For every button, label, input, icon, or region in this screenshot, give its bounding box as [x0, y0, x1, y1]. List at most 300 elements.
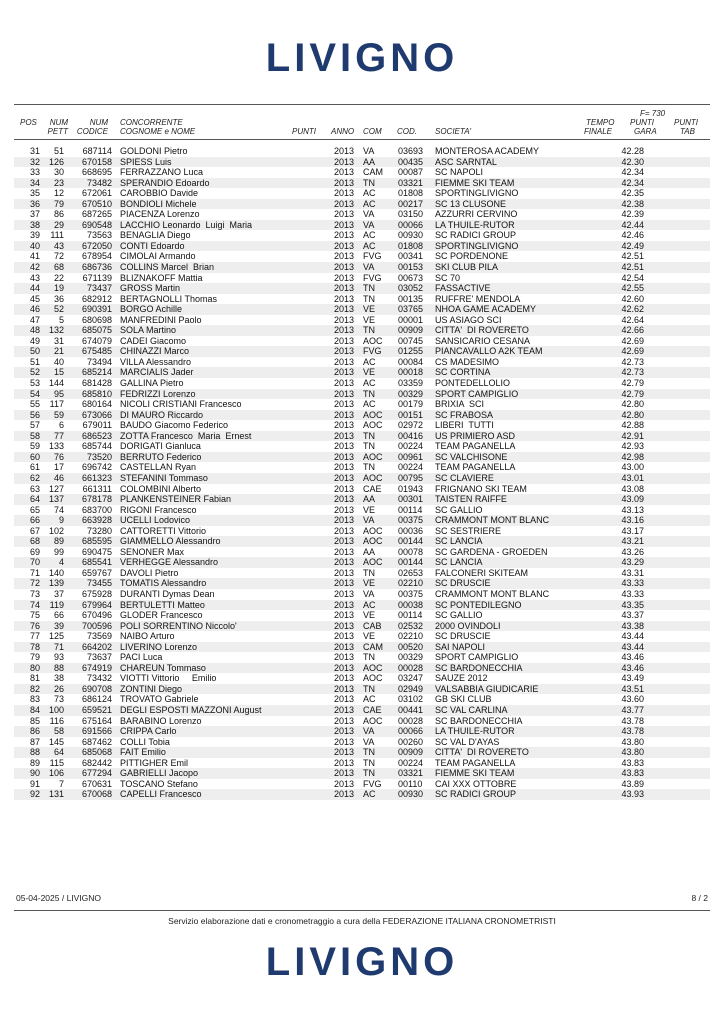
cell-pos: 45: [29, 293, 40, 304]
cell-name: LACCHIO Leonardo Luigi Maria: [120, 219, 253, 230]
cell-com: VA: [363, 515, 375, 526]
cell-cod: 00435: [398, 156, 424, 167]
cell-anno: 2013: [334, 325, 355, 336]
table-row: [14, 663, 710, 674]
cell-com: TN: [363, 388, 375, 399]
cell-anno: 2013: [334, 262, 355, 273]
cell-cod: 00087: [398, 167, 424, 178]
cell-pos: 78: [29, 641, 40, 652]
cell-pett: 127: [48, 483, 64, 494]
cell-name: TOMATIS Alessandro: [120, 578, 207, 589]
cell-anno: 2013: [334, 736, 355, 747]
cell-pos: 89: [29, 757, 40, 768]
cell-codice: 675164: [81, 715, 112, 726]
cell-pett: 29: [53, 219, 64, 230]
table-row: [14, 737, 710, 748]
cell-com: VE: [363, 504, 376, 515]
cell-anno: 2013: [334, 146, 355, 156]
cell-societa: BRIXIA SCI: [435, 399, 485, 410]
cell-com: AC: [363, 188, 376, 199]
cell-com: VE: [363, 304, 376, 315]
cell-societa: SC RADICI GROUP: [435, 789, 517, 800]
table-row: [14, 304, 710, 315]
cell-cod: 00110: [398, 778, 423, 789]
cell-com: AOC: [363, 409, 383, 420]
cell-pett: 74: [53, 504, 64, 515]
cell-name: PIACENZA Lorenzo: [120, 209, 200, 220]
cell-anno: 2013: [334, 272, 355, 283]
table-row: [14, 273, 710, 284]
cell-pos: 82: [29, 683, 40, 694]
cell-anno: 2013: [334, 515, 355, 526]
cell-anno: 2013: [334, 536, 355, 547]
table-row: [14, 199, 710, 210]
table-row: [14, 652, 710, 663]
cell-societa: SC BARDONECCHIA: [435, 715, 523, 726]
cell-com: VA: [363, 146, 375, 156]
cell-name: FERRAZZANO Luca: [120, 167, 204, 178]
cell-anno: 2013: [334, 715, 355, 726]
cell-tempo: 42.98: [621, 451, 644, 462]
cell-com: AOC: [363, 536, 383, 547]
cell-codice: 670631: [81, 778, 112, 789]
cell-pett: 9: [58, 515, 64, 526]
cell-name: DURANTI Dymas Dean: [120, 588, 215, 599]
cell-com: TN: [363, 177, 375, 188]
cell-codice: 670158: [81, 156, 112, 167]
cell-pett: 145: [48, 736, 64, 747]
cell-cod: 02210: [398, 578, 424, 589]
cell-pett: 116: [49, 715, 64, 726]
col-concorrente-1: CONCORRENTE: [120, 118, 183, 127]
cell-societa: FRIGNANO SKI TEAM: [435, 483, 527, 494]
cell-cod: 00028: [398, 662, 424, 673]
cell-name: BARABINO Lorenzo: [120, 715, 202, 726]
cell-societa: TEAM PAGANELLA: [435, 441, 516, 452]
cell-pett: 100: [48, 704, 64, 715]
cell-cod: 02949: [398, 683, 424, 694]
cell-name: COLOMBINI Alberto: [120, 483, 202, 494]
cell-anno: 2013: [334, 567, 355, 578]
table-row: [14, 188, 710, 199]
cell-codice: 73569: [86, 631, 112, 642]
cell-codice: 696742: [81, 462, 112, 473]
table-row: [14, 684, 710, 695]
cell-societa: VALSABBIA GIUDICARIE: [435, 683, 539, 694]
cell-com: AC: [363, 789, 376, 800]
cell-cod: 00224: [398, 462, 424, 473]
cell-name: MANFREDINI Paolo: [120, 314, 202, 325]
cell-anno: 2013: [334, 641, 355, 652]
cell-pett: 22: [53, 272, 64, 283]
cell-cod: 00066: [398, 726, 424, 737]
cell-societa: SC 70: [435, 272, 461, 283]
table-row: [14, 315, 710, 326]
brand-text: LIVIGNO: [265, 36, 459, 80]
cell-anno: 2013: [334, 283, 355, 294]
cell-societa: LA THUILE-RUTOR: [435, 726, 515, 737]
cell-name: CONTI Edoardo: [120, 240, 185, 251]
cell-pos: 32: [29, 156, 40, 167]
cell-com: AOC: [363, 673, 383, 684]
cell-com: VA: [363, 219, 375, 230]
table-row: [14, 568, 710, 579]
cell-name: LIVERINO Lorenzo: [120, 641, 198, 652]
col-concorrente-2: COGNOME e NOME: [120, 127, 196, 136]
cell-anno: 2013: [334, 314, 355, 325]
cell-name: PACI Luca: [120, 652, 163, 663]
cell-com: TN: [363, 430, 375, 441]
cell-tempo: 42.64: [621, 314, 644, 325]
cell-anno: 2013: [334, 198, 355, 209]
cell-cod: 00909: [398, 325, 424, 336]
cell-com: AOC: [363, 335, 383, 346]
table-row: [14, 336, 710, 347]
cell-pos: 84: [29, 704, 40, 715]
cell-name: CADEI Giacomo: [120, 335, 187, 346]
cell-com: FVG: [363, 778, 382, 789]
cell-societa: SC 13 CLUSONE: [435, 198, 507, 209]
cell-tempo: 43.80: [621, 736, 644, 747]
cell-cod: 00224: [398, 757, 424, 768]
cell-tempo: 43.16: [621, 515, 644, 526]
cell-name: STEFANINI Tommaso: [120, 472, 208, 483]
table-row: [14, 410, 710, 421]
col-punti-gara-1: PUNTI: [630, 118, 654, 127]
cell-societa: SPORTINGLIVIGNO: [435, 188, 519, 199]
f-value: F= 730: [640, 109, 666, 118]
cell-pos: 62: [29, 472, 40, 483]
cell-tempo: 43.83: [621, 768, 644, 779]
cell-name: BONDIOLI Michele: [120, 198, 197, 209]
cell-pett: 46: [53, 472, 64, 483]
cell-com: AC: [363, 399, 376, 410]
cell-societa: ASC SARNTAL: [435, 156, 497, 167]
cell-pos: 36: [29, 198, 40, 209]
cell-tempo: 43.78: [621, 715, 644, 726]
cell-name: BORGO Achille: [120, 304, 183, 315]
table-row: [14, 726, 710, 737]
cell-anno: 2013: [334, 156, 355, 167]
cell-anno: 2013: [334, 462, 355, 473]
cell-name: BLIZNAKOFF Mattia: [120, 272, 203, 283]
cell-pos: 54: [29, 388, 40, 399]
cell-societa: SC SESTRIERE: [435, 525, 502, 536]
cell-tempo: 42.79: [621, 388, 644, 399]
brand-text-bottom: LIVIGNO: [265, 940, 459, 984]
cell-name: CASTELLAN Ryan: [120, 462, 197, 473]
cell-tempo: 43.80: [621, 747, 644, 758]
cell-codice: 681428: [81, 378, 112, 389]
cell-cod: 03150: [398, 209, 424, 220]
cell-tempo: 42.38: [621, 198, 644, 209]
cell-anno: 2013: [334, 388, 355, 399]
cell-name: CRIPPA Carlo: [120, 726, 177, 737]
cell-cod: 02532: [398, 620, 424, 631]
cell-societa: SC CORTINA: [435, 367, 491, 378]
cell-pett: 88: [53, 662, 64, 673]
cell-codice: 700596: [81, 620, 112, 631]
cell-anno: 2013: [334, 768, 355, 779]
cell-cod: 00520: [398, 641, 424, 652]
cell-codice: 680698: [81, 314, 112, 325]
cell-tempo: 43.60: [621, 694, 644, 705]
cell-com: CAM: [363, 167, 383, 178]
cell-anno: 2013: [334, 472, 355, 483]
table-row: [14, 167, 710, 178]
cell-pett: 58: [53, 726, 64, 737]
cell-anno: 2013: [334, 546, 355, 557]
cell-pos: 75: [29, 610, 40, 621]
cell-codice: 663928: [81, 515, 112, 526]
cell-com: AC: [363, 230, 376, 241]
cell-pett: 77: [53, 430, 64, 441]
cell-codice: 677294: [81, 768, 112, 779]
cell-pett: 140: [48, 567, 64, 578]
cell-societa: SC LANCIA: [435, 557, 483, 568]
cell-cod: 01808: [398, 240, 424, 251]
cell-anno: 2013: [334, 177, 355, 188]
cell-tempo: 43.46: [621, 662, 644, 673]
col-num-pett-1: NUM: [49, 118, 68, 127]
cell-com: TN: [363, 652, 375, 663]
cell-name: GABRIELLI Jacopo: [120, 768, 199, 779]
cell-anno: 2013: [334, 420, 355, 431]
cell-name: DEGLI ESPOSTI MAZZONI August: [120, 704, 262, 715]
cell-codice: 685214: [81, 367, 112, 378]
col-num-pett-2: PETT: [47, 127, 68, 136]
cell-name: VILLA Alessandro: [120, 356, 192, 367]
cell-pos: 43: [29, 272, 40, 283]
cell-anno: 2013: [334, 704, 355, 715]
cell-anno: 2013: [334, 209, 355, 220]
cell-societa: SAUZE 2012: [435, 673, 488, 684]
cell-pett: 21: [53, 346, 64, 357]
cell-cod: 00416: [398, 430, 424, 441]
cell-tempo: 42.69: [621, 335, 644, 346]
cell-tempo: 43.51: [621, 683, 644, 694]
cell-tempo: 43.89: [621, 778, 644, 789]
cell-pos: 74: [29, 599, 40, 610]
cell-com: AOC: [363, 472, 383, 483]
cell-tempo: 42.44: [621, 219, 644, 230]
cell-codice: 671139: [82, 272, 112, 283]
cell-com: VE: [363, 578, 376, 589]
cell-codice: 73482: [86, 177, 112, 188]
cell-tempo: 43.44: [621, 631, 644, 642]
col-com: COM: [363, 127, 382, 136]
cell-pos: 68: [29, 536, 40, 547]
cell-societa: SC PORDENONE: [435, 251, 509, 262]
table-row: [14, 209, 710, 220]
table-row: [14, 325, 710, 336]
cell-codice: 680164: [81, 399, 112, 410]
cell-pett: 59: [53, 409, 64, 420]
cell-pett: 6: [58, 420, 64, 431]
cell-pett: 102: [48, 525, 64, 536]
cell-pos: 83: [29, 694, 40, 705]
cell-pett: 133: [48, 441, 64, 452]
cell-societa: CAI XXX OTTOBRE: [435, 778, 517, 789]
cell-anno: 2013: [334, 378, 355, 389]
cell-societa: SC FRABOSA: [435, 409, 494, 420]
cell-pett: 71: [53, 641, 64, 652]
cell-anno: 2013: [334, 757, 355, 768]
cell-societa: SC GARDENA - GROEDEN: [435, 546, 548, 557]
table-row: [14, 610, 710, 621]
cell-societa: PIANCAVALLO A2K TEAM: [435, 346, 543, 357]
cell-codice: 73520: [86, 451, 112, 462]
cell-com: TN: [363, 293, 375, 304]
cell-cod: 00224: [398, 441, 424, 452]
cell-codice: 659767: [81, 567, 112, 578]
cell-name: BERTAGNOLLI Thomas: [120, 293, 218, 304]
cell-tempo: 43.35: [621, 599, 644, 610]
cell-societa: SPORT CAMPIGLIO: [435, 388, 519, 399]
cell-societa: AZZURRI CERVINO: [435, 209, 518, 220]
cell-pett: 131: [48, 789, 64, 800]
cell-cod: 00341: [398, 251, 424, 262]
cell-com: FVG: [363, 272, 382, 283]
cell-pos: 63: [29, 483, 40, 494]
cell-pett: 111: [50, 230, 64, 241]
livigno-logo-top: [0, 36, 724, 84]
cell-anno: 2013: [334, 588, 355, 599]
cell-anno: 2013: [334, 356, 355, 367]
cell-com: AOC: [363, 662, 383, 673]
cell-anno: 2013: [334, 367, 355, 378]
table-row: [14, 431, 710, 442]
table-row: [14, 420, 710, 431]
cell-name: SPIESS Luis: [120, 156, 172, 167]
cell-anno: 2013: [334, 240, 355, 251]
cell-pos: 80: [29, 662, 40, 673]
table-row: [14, 747, 710, 758]
cell-name: GOLDONI Pietro: [120, 146, 188, 156]
table-row: [14, 230, 710, 241]
cell-com: VA: [363, 262, 375, 273]
col-num-codice-2: CODICE: [76, 127, 108, 136]
cell-pos: 66: [29, 515, 40, 526]
cell-name: CATTORETTI Vittorio: [120, 525, 207, 536]
table-row: [14, 547, 710, 558]
cell-societa: SANSICARIO CESANA: [435, 335, 531, 346]
cell-societa: SC DRUSCIE: [435, 631, 491, 642]
cell-societa: 2000 OVINDOLI: [435, 620, 501, 631]
cell-tempo: 42.49: [621, 240, 644, 251]
table-row: [14, 378, 710, 389]
cell-pos: 46: [29, 304, 40, 315]
cell-pos: 77: [29, 631, 40, 642]
cell-pett: 95: [53, 388, 64, 399]
cell-cod: 00217: [398, 198, 424, 209]
cell-pos: 67: [29, 525, 40, 536]
cell-pos: 86: [29, 726, 40, 737]
cell-tempo: 42.88: [621, 420, 644, 431]
cell-cod: 00038: [398, 599, 424, 610]
cell-tempo: 42.69: [621, 346, 644, 357]
cell-tempo: 43.31: [621, 567, 644, 578]
cell-com: TN: [363, 283, 375, 294]
header-top-rule: [14, 104, 710, 105]
cell-name: COLLI Tobia: [120, 736, 170, 747]
cell-name: VERHEGGE Alessandro: [120, 557, 219, 568]
cell-tempo: 43.21: [621, 536, 644, 547]
cell-anno: 2013: [334, 525, 355, 536]
cell-societa: LA THUILE-RUTOR: [435, 219, 515, 230]
cell-codice: 686736: [81, 262, 112, 273]
cell-com: AC: [363, 694, 376, 705]
cell-com: AOC: [363, 451, 383, 462]
cell-com: VE: [363, 314, 376, 325]
table-row: [14, 505, 710, 516]
cell-anno: 2013: [334, 694, 355, 705]
table-row: [14, 452, 710, 463]
cell-tempo: 43.13: [621, 504, 644, 515]
cell-cod: 00909: [398, 747, 424, 758]
cell-name: DORIGATI Gianluca: [120, 441, 201, 452]
cell-codice: 73455: [86, 578, 112, 589]
col-punti-tab-2: TAB: [680, 127, 695, 136]
cell-codice: 73494: [86, 356, 112, 367]
col-tempo-2: FINALE: [584, 127, 613, 136]
cell-pett: 30: [53, 167, 64, 178]
cell-com: FVG: [363, 346, 382, 357]
cell-com: TN: [363, 441, 375, 452]
cell-name: GLODER Francesco: [120, 610, 203, 621]
table-row: [14, 673, 710, 684]
cell-com: TN: [363, 462, 375, 473]
cell-societa: SKI CLUB PILA: [435, 262, 499, 273]
cell-anno: 2013: [334, 293, 355, 304]
cell-pett: 51: [53, 146, 64, 156]
table-row: [14, 768, 710, 779]
cell-cod: 00301: [398, 494, 424, 505]
cell-tempo: 43.46: [621, 652, 644, 663]
cell-cod: 00930: [398, 789, 424, 800]
cell-tempo: 42.80: [621, 409, 644, 420]
cell-pett: 89: [53, 536, 64, 547]
cell-name: SPERANDIO Edoardo: [120, 177, 210, 188]
cell-tempo: 43.09: [621, 494, 644, 505]
cell-pett: 93: [53, 652, 64, 663]
table-row: [14, 631, 710, 642]
cell-name: DI MAURO Riccardo: [120, 409, 204, 420]
cell-cod: 00745: [398, 335, 424, 346]
cell-societa: SC VAL CARLINA: [435, 704, 508, 715]
cell-cod: 00795: [398, 472, 424, 483]
cell-pos: 60: [29, 451, 40, 462]
cell-tempo: 42.51: [621, 262, 644, 273]
cell-cod: 00144: [398, 557, 424, 568]
cell-anno: 2013: [334, 504, 355, 515]
cell-societa: CITTA' DI ROVERETO: [435, 747, 529, 758]
cell-pett: 23: [53, 177, 64, 188]
cell-societa: CRAMMONT MONT BLANC: [435, 515, 550, 526]
cell-cod: 00375: [398, 515, 424, 526]
cell-codice: 690391: [81, 304, 112, 315]
cell-pett: 43: [53, 240, 64, 251]
cell-tempo: 43.29: [621, 557, 644, 568]
cell-pett: 86: [53, 209, 64, 220]
cell-societa: TEAM PAGANELLA: [435, 757, 516, 768]
cell-tempo: 43.01: [621, 472, 644, 483]
cell-pos: 40: [29, 240, 40, 251]
cell-com: CAE: [363, 704, 382, 715]
cell-anno: 2013: [334, 652, 355, 663]
cell-pett: 64: [53, 747, 64, 758]
cell-societa: NHOA GAME ACADEMY: [435, 304, 537, 315]
